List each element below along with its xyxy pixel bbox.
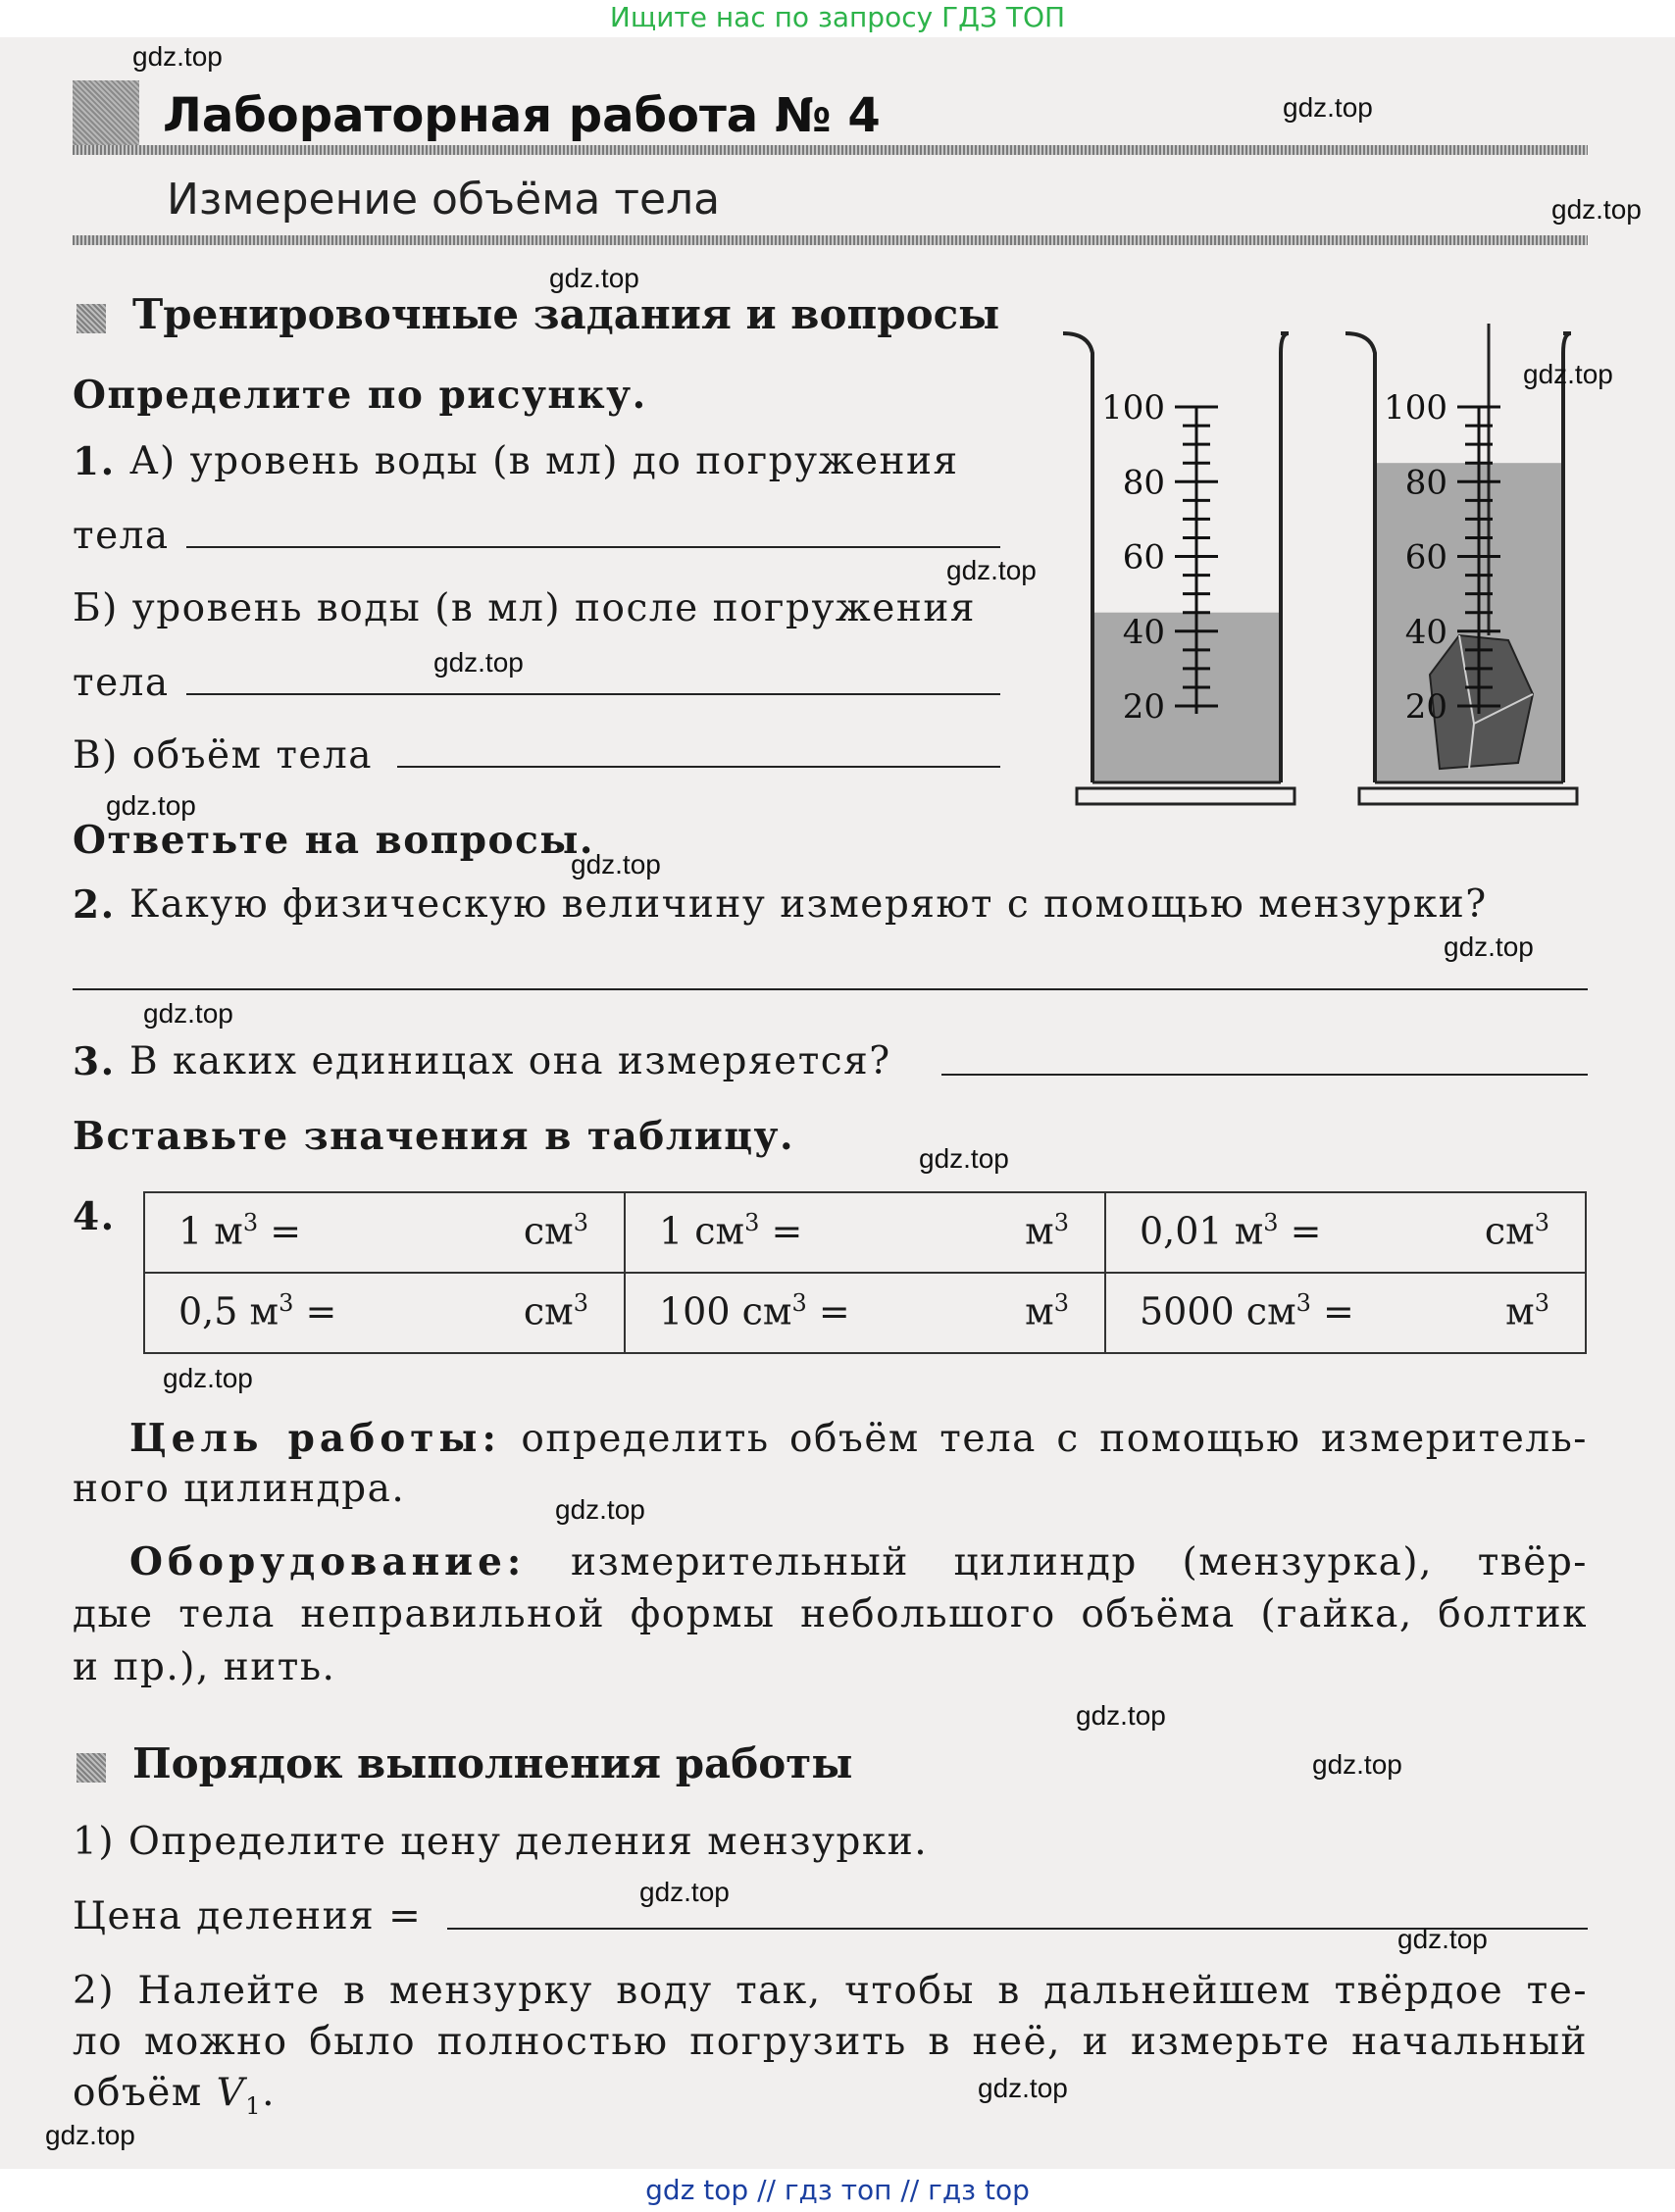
watermark: gdz.top — [45, 2120, 135, 2150]
watermark: gdz.top — [1312, 1749, 1402, 1780]
cell-right: м — [1025, 1289, 1054, 1333]
cylinder-right — [1345, 324, 1577, 804]
units-table — [143, 1191, 1587, 1354]
watermark: gdz.top — [106, 790, 196, 821]
goal-paragraph-line2: ного цилиндра. — [73, 1467, 406, 1511]
insert-heading: Вставьте значения в таблицу. — [73, 1114, 795, 1159]
q1a-text-cont: тела — [73, 514, 170, 558]
table-cell[interactable]: 1 $см^3$ = $м^3$ — [625, 1192, 1105, 1273]
watermark: gdz.top — [143, 998, 233, 1029]
watermark: gdz.top — [433, 647, 524, 678]
watermark: gdz.top — [1397, 1924, 1488, 1954]
watermark: gdz.top — [978, 2073, 1068, 2103]
table-cell[interactable]: 100 $см^3$ = $м^3$ — [625, 1273, 1105, 1353]
q1c-text: В) объём тела — [73, 733, 374, 778]
q1b-text-cont: тела — [73, 661, 170, 705]
procedure-step2-line1: 2) Налейте в мензурку воду так, чтобы в дальнейшем твёрдое те- — [73, 1969, 1588, 2013]
scale-label: 80 — [1122, 463, 1165, 503]
table-cell[interactable]: 0,5 $м^3$ = $см^3$ — [144, 1273, 625, 1353]
q1b-text: Б) уровень воды (в мл) после погружения — [73, 586, 976, 630]
answer-heading: Ответьте на вопросы. — [73, 818, 594, 863]
q2-answer-line[interactable] — [73, 988, 1588, 990]
v1-symbol: V — [216, 2071, 246, 2115]
procedure-step2-line2: ло можно было полностью погрузить в неё, и измерьте начальный — [73, 2020, 1588, 2064]
procedure-step1: 1) Определите цену деления мензурки. — [73, 1820, 929, 1864]
q3-text: В каких единицах она измеряется? — [129, 1039, 891, 1083]
q1-number: 1. — [73, 439, 116, 484]
determine-heading: Определите по рисунку. — [73, 373, 647, 418]
cylinder-left — [1063, 333, 1294, 804]
watermark: gdz.top — [1283, 92, 1373, 123]
scale-label: 100 — [1101, 388, 1165, 427]
measuring-cylinders-figure — [1059, 324, 1589, 824]
watermark: gdz.top — [132, 41, 223, 72]
q1c-answer-line[interactable] — [397, 766, 1000, 768]
scale-label: 20 — [1122, 687, 1165, 727]
watermark: gdz.top — [1523, 359, 1613, 389]
q3-answer-line[interactable] — [941, 1074, 1588, 1076]
cell-left: 100 см — [659, 1289, 792, 1333]
title-stripe-top — [73, 145, 1588, 155]
watermark: gdz.top — [1551, 194, 1642, 225]
bottom-banner[interactable]: gdz top // гдз топ // гдз top — [0, 2169, 1675, 2212]
title-stripe-bottom — [73, 235, 1588, 245]
watermark: gdz.top — [571, 849, 661, 880]
training-section-title: Тренировочные задания и вопросы — [132, 290, 1000, 338]
scale-label: 40 — [1404, 612, 1447, 652]
equipment-label: Оборудование: — [129, 1539, 527, 1584]
table-row — [144, 1273, 1586, 1353]
page-subtitle: Измерение объёма тела — [167, 175, 721, 225]
goal-label: Цель работы: — [129, 1416, 501, 1461]
watermark: gdz.top — [1444, 931, 1534, 962]
q2-number: 2. — [73, 882, 116, 928]
cell-right: см — [1484, 1209, 1535, 1253]
watermark: gdz.top — [946, 555, 1037, 585]
q1a-answer-line[interactable] — [186, 546, 1000, 548]
section-marker — [76, 304, 106, 333]
table-cell[interactable]: 5000 $см^3$ = $м^3$ — [1105, 1273, 1586, 1353]
scale-label: 80 — [1404, 463, 1447, 503]
q1a-text: А) уровень воды (в мл) до погружения — [129, 439, 959, 483]
cell-right: м — [1505, 1289, 1535, 1333]
section-marker — [76, 1753, 106, 1783]
equipment-paragraph-line2: дые тела неправильной формы небольшого объёма (гайка, болтик — [73, 1592, 1588, 1636]
watermark: gdz.top — [549, 263, 639, 293]
goal-paragraph-line1 — [129, 1416, 1588, 1461]
watermark: gdz.top — [163, 1363, 253, 1393]
cell-left: 0,5 м — [178, 1289, 279, 1333]
cylinder-base — [1077, 788, 1294, 804]
cell-right: м — [1025, 1209, 1054, 1253]
page-title: Лабораторная работа № 4 — [163, 88, 881, 143]
procedure-section-title: Порядок выполнения работы — [132, 1739, 853, 1787]
procedure-step2-line3: объём $V_1$. — [73, 2071, 276, 2120]
table-row — [144, 1192, 1586, 1273]
scale-label: 40 — [1122, 612, 1165, 652]
cell-left: 1 см — [659, 1209, 745, 1253]
scale-label: 20 — [1404, 687, 1447, 727]
q4-number: 4. — [73, 1194, 116, 1239]
scale-label: 60 — [1404, 537, 1447, 578]
watermark: gdz.top — [1076, 1700, 1166, 1731]
q3-number: 3. — [73, 1039, 116, 1084]
watermark: gdz.top — [555, 1494, 645, 1525]
title-hatch-block — [73, 80, 139, 154]
cell-right: см — [523, 1289, 574, 1333]
top-banner[interactable]: Ищите нас по запросу ГДЗ ТОП — [0, 0, 1675, 37]
cell-left: 5000 см — [1140, 1289, 1296, 1333]
goal-text: определить объём тела с помощью измеритель- — [521, 1417, 1588, 1461]
watermark: gdz.top — [639, 1877, 730, 1907]
scale-label: 100 — [1384, 388, 1447, 427]
cylinder-base — [1359, 788, 1577, 804]
equipment-paragraph-line1: Оборудование: измерительный цилиндр (мензурка), твёр- — [129, 1539, 1588, 1584]
scale-label: 60 — [1122, 537, 1165, 578]
watermark: gdz.top — [919, 1143, 1009, 1174]
q2-text: Какую физическую величину измеряют с помощью мензурки? — [129, 882, 1488, 927]
cell-right: см — [523, 1209, 574, 1253]
table-cell[interactable]: 1 $м^3$ = $см^3$ — [144, 1192, 625, 1273]
q1b-answer-line[interactable] — [186, 693, 1000, 695]
cell-left: 1 м — [178, 1209, 243, 1253]
cell-left: 0,01 м — [1140, 1209, 1264, 1253]
price-label: Цена деления = — [73, 1894, 423, 1938]
equipment-paragraph-line3: и пр.), нить. — [73, 1645, 336, 1689]
table-cell[interactable]: 0,01 $м^3$ = $см^3$ — [1105, 1192, 1586, 1273]
